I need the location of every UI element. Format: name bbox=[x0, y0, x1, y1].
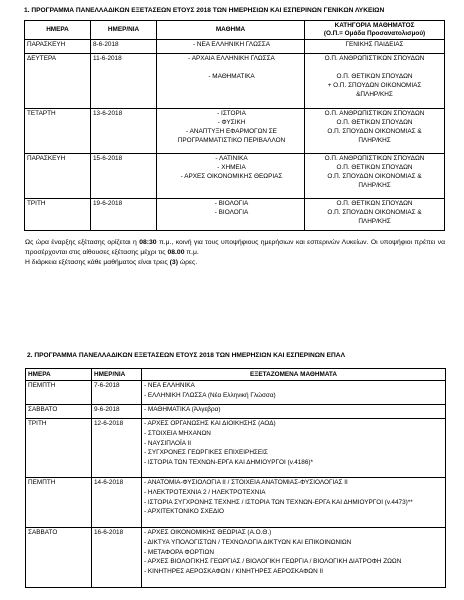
subject-line: - ΙΣΤΟΡΙΑ ΣΥΓΧΡΟΝΗΣ ΤΕΧΝΗΣ / ΙΣΤΟΡΙΑ ΤΩΝ ΤΕΧΝΩΝ-ΕΡΓΑ ΚΑΙ ΔΗΜΙΟΥΡΓΟΙ (v.4473)** bbox=[144, 498, 413, 506]
day-cell: ΣΑΒΒΑΤΟ bbox=[26, 528, 92, 588]
subject-line: - ΙΣΤΟΡΙΑ ΤΩΝ ΤΕΧΝΩΝ-ΕΡΓΑ ΚΑΙ ΔΗΜΙΟΥΡΓΟΙ (v.4186)* bbox=[144, 459, 314, 467]
subject-cell bbox=[157, 109, 305, 154]
table-row bbox=[26, 381, 446, 405]
category-cell bbox=[305, 199, 445, 231]
subject-line: - ΑΝΑΠΤΥΞΗ ΕΦΑΡΜΟΓΩΝ ΣΕ bbox=[186, 128, 277, 135]
header-day: ΗΜΕΡΑ bbox=[26, 369, 92, 381]
header-subjects: ΕΞΕΤΑΖΟΜΕΝΑ ΜΑΘΗΜΑΤΑ bbox=[142, 369, 446, 381]
category-line: &ΠΛΗΡ/ΚΗΣ bbox=[356, 91, 393, 98]
category-line: ΓΕΝΙΚΗΣ ΠΑΙΔΕΙΑΣ bbox=[345, 41, 404, 48]
subject-cell bbox=[157, 154, 305, 199]
category-cell bbox=[305, 40, 445, 54]
category-line: ΠΛΗΡ/ΚΗΣ bbox=[358, 218, 391, 225]
subject-line: - ΜΕΤΑΦΟΡΑ ΦΟΡΤΙΩΝ bbox=[144, 548, 214, 556]
subject-line: ΠΡΟΓΡΑΜΜΑΤΙΣΤΙΚΟ ΠΕΡΙΒΑΛΛΟΝ bbox=[177, 137, 286, 144]
date-cell: 15-6-2018 bbox=[91, 154, 157, 199]
subjects-cell bbox=[142, 419, 446, 478]
note-text: Η διάρκεια εξέτασης κάθε μαθήματος είναι τρεις bbox=[25, 259, 170, 266]
duration-note bbox=[25, 258, 445, 268]
subject-line: - ΑΡΧΕΣ ΟΙΚΟΝΟΜΙΚΗΣ ΘΕΩΡΙΑΣ (Α.Ο.Θ.) bbox=[144, 529, 272, 536]
day-cell: ΠΕΜΠΤΗ bbox=[26, 381, 92, 405]
subject-line: - ΣΥΓΧΡΟΝΕΣ ΓΕΩΡΓΙΚΕΣ ΕΠΙΧΕΙΡΗΣΕΙΣ bbox=[144, 449, 268, 457]
date-cell: 8-6-2018 bbox=[91, 40, 157, 54]
note-text: Ως ώρα έναρξης εξέτασης ορίζεται η bbox=[25, 239, 140, 246]
category-line-blank bbox=[307, 63, 442, 72]
day-cell: ΠΕΜΠΤΗ bbox=[26, 478, 92, 528]
date-cell: 12-6-2018 bbox=[92, 419, 142, 478]
category-cell bbox=[305, 54, 445, 109]
subject-line: - ΜΑΘΗΜΑΤΙΚΑ bbox=[208, 73, 255, 80]
category-line: Ο.Π. ΑΝΘΡΩΠΙΣΤΙΚΩΝ ΣΠΟΥΔΩΝ bbox=[324, 110, 425, 117]
header-date: ΗΜΕΡ/ΝΙΑ bbox=[91, 21, 157, 40]
day-cell: ΣΑΒΒΑΤΟ bbox=[26, 405, 92, 419]
subject-line: - ΑΝΑΤΟΜΙΑ-ΦΥΣΙΟΛΟΓΙΑ ΙΙ / ΣΤΟΙΧΕΙΑ ΑΝΑΤΟΜΙΑΣ-ΦΥΣΙΟΛΟΓΙΑΣ ΙΙ bbox=[144, 479, 348, 486]
date-cell: 11-6-2018 bbox=[91, 54, 157, 109]
table-row bbox=[26, 405, 446, 419]
table-row bbox=[25, 40, 445, 54]
category-line: Ο.Π. ΘΕΤΙΚΩΝ ΣΠΟΥΔΩΝ bbox=[336, 73, 413, 80]
subjects-cell bbox=[142, 478, 446, 528]
category-line: ΠΛΗΡ/ΚΗΣ bbox=[358, 137, 391, 144]
subject-line: - ΑΡΧΕΣ ΒΙΟΛΟΓΙΚΗΣ ΓΕΩΡΓΙΑΣ / ΒΙΟΛΟΓΙΚΗ ΓΕΩΡΓΙΑ / ΒΙΟΛΟΓΙΚΗ ΔΙΑΤΡΟΦΗ ΖΩΩΝ bbox=[144, 558, 402, 566]
day-cell: ΤΕΤΑΡΤΗ bbox=[25, 109, 91, 154]
date-cell: 16-6-2018 bbox=[92, 528, 142, 588]
subject-line-blank bbox=[161, 63, 302, 72]
category-line: Ο.Π. ΑΝΘΡΩΠΙΣΤΙΚΩΝ ΣΠΟΥΔΩΝ bbox=[324, 55, 425, 62]
note-text: π.μ. bbox=[184, 249, 199, 256]
subject-line: - ΒΙΟΛΟΓΙΑ bbox=[214, 209, 249, 216]
category-cell bbox=[305, 109, 445, 154]
category-line: ΠΛΗΡ/ΚΗΣ bbox=[358, 182, 391, 189]
category-line: Ο.Π. ΣΠΟΥΔΩΝ ΟΙΚΟΝΟΜΙΑΣ & bbox=[327, 173, 422, 180]
day-cell: ΔΕΥΤΕΡΑ bbox=[25, 54, 91, 109]
start-time-note bbox=[25, 238, 445, 258]
category-line: + Ο.Π. ΣΠΟΥΔΩΝ ΟΙΚΟΝΟΜΙΑΣ bbox=[327, 82, 422, 89]
header-date: ΗΜΕΡ/ΝΙΑ bbox=[92, 369, 142, 381]
subject-line: - ΝΕΑ ΕΛΛΗΝΙΚΑ bbox=[144, 382, 195, 389]
general-lyceum-schedule-table bbox=[24, 20, 445, 231]
category-line: Ο.Π. ΣΠΟΥΔΩΝ ΟΙΚΟΝΟΜΙΑΣ & bbox=[327, 128, 422, 135]
table-row bbox=[25, 199, 445, 231]
header-category bbox=[305, 21, 445, 40]
category-line: Ο.Π. ΑΝΘΡΩΠΙΣΤΙΚΩΝ ΣΠΟΥΔΩΝ bbox=[324, 155, 425, 162]
subject-line: - ΙΣΤΟΡΙΑ bbox=[217, 110, 246, 117]
subject-cell bbox=[157, 54, 305, 109]
duration-number: (3) bbox=[169, 259, 178, 266]
subject-line: - ΑΡΧΑΙΑ ΕΛΛΗΝΙΚΗ ΓΛΩΣΣΑ bbox=[188, 55, 275, 62]
section2-title: 2. ΠΡΟΓΡΑΜΜΑ ΠΑΝΕΛΛΑΔΙΚΩΝ ΕΞΕΤΑΣΕΩΝ ΕΤΟΥΣ 2018 ΤΩΝ ΗΜΕΡΗΣΙΩΝ ΚΑΙ ΕΣΠΕΡΙΝΩΝ ΕΠΑΛ bbox=[27, 352, 345, 359]
subjects-cell bbox=[142, 381, 446, 405]
day-cell: ΤΡΙΤΗ bbox=[26, 419, 92, 478]
subject-line: - ΝΑΥΣΙΠΛΟΪΑ ΙΙ bbox=[144, 439, 192, 447]
note-text: π.μ., κοινή για τους υποψήφιους ημερήσιων και εσπερινών Λυκείων. Οι υποψήφιοι πρέπει να προσέρχονται στις αίθουσες εξέτασης μέχρι τις bbox=[25, 239, 446, 256]
note-text: ώρες. bbox=[177, 259, 198, 266]
table-row bbox=[25, 54, 445, 109]
subject-line: - ΣΤΟΙΧΕΙΑ ΜΗΧΑΝΩΝ bbox=[144, 429, 211, 437]
day-cell: ΠΑΡΑΣΚΕΥΗ bbox=[25, 154, 91, 199]
subject-line: - ΔΙΚΤΥΑ ΥΠΟΛΟΓΙΣΤΩΝ / ΤΕΧΝΟΛΟΓΙΑ ΔΙΚΤΥΩΝ ΚΑΙ ΕΠΙΚΟΙΝΩΝΙΩΝ bbox=[144, 538, 352, 546]
table-row bbox=[25, 154, 445, 199]
category-line: Ο.Π. ΘΕΤΙΚΩΝ ΣΠΟΥΔΩΝ bbox=[336, 200, 413, 207]
subject-line: - ΝΕΑ ΕΛΛΗΝΙΚΗ ΓΛΩΣΣΑ bbox=[192, 41, 271, 48]
exam-notes bbox=[25, 238, 445, 268]
table-row bbox=[26, 419, 446, 478]
arrival-time: 08.00 bbox=[167, 249, 185, 256]
epal-schedule-table bbox=[25, 368, 446, 588]
header-category-line2: (Ο.Π.= Ομάδα Προσανατολισμού) bbox=[323, 30, 426, 37]
date-cell: 7-6-2018 bbox=[92, 381, 142, 405]
date-cell: 13-6-2018 bbox=[91, 109, 157, 154]
subject-cell bbox=[157, 40, 305, 54]
header-day: ΗΜΕΡΑ bbox=[25, 21, 91, 40]
table-row bbox=[26, 478, 446, 528]
subject-line: - ΑΡΧΕΣ ΟΡΓΑΝΩΣΗΣ ΚΑΙ ΔΙΟΙΚΗΣΗΣ (ΑΟΔ) bbox=[144, 420, 276, 427]
subjects-cell bbox=[142, 528, 446, 588]
table-row bbox=[25, 109, 445, 154]
subject-line: - ΗΛΕΚΤΡΟΤΕΧΝΙΑ 2 / ΗΛΕΚΤΡΟΤΕΧΝΙΑ bbox=[144, 488, 266, 496]
subject-line: - ΕΛΛΗΝΙΚΗ ΓΛΩΣΣΑ (Νέα Ελληνική Γλώσσα) bbox=[144, 391, 276, 399]
subjects-cell bbox=[142, 405, 446, 419]
header-category-line1: ΚΑΤΗΓΟΡΙΑ ΜΑΘΗΜΑΤΟΣ bbox=[334, 22, 415, 29]
date-cell: 9-6-2018 bbox=[92, 405, 142, 419]
table-row bbox=[26, 528, 446, 588]
subject-line: - ΑΡΧΙΤΕΚΤΟΝΙΚΟ ΣΧΕΔΙΟ bbox=[144, 508, 224, 516]
subject-line: - ΚΙΝΗΤΗΡΕΣ ΑΕΡΟΣΚΑΦΩΝ / ΚΙΝΗΤΗΡΕΣ ΑΕΡΟΣΚΑΦΩΝ ΙΙ bbox=[144, 568, 324, 576]
subject-line: - ΧΗΜΕΙΑ bbox=[217, 164, 246, 171]
date-cell: 19-6-2018 bbox=[91, 199, 157, 231]
subject-line: - ΛΑΤΙΝΙΚΑ bbox=[215, 155, 248, 162]
subject-line: - ΦΥΣΙΚΗ bbox=[217, 119, 246, 126]
subject-cell bbox=[157, 199, 305, 231]
category-line: Ο.Π. ΣΠΟΥΔΩΝ ΟΙΚΟΝΟΜΙΑΣ & bbox=[327, 209, 422, 216]
day-cell: ΤΡΙΤΗ bbox=[25, 199, 91, 231]
category-line: Ο.Π. ΘΕΤΙΚΩΝ ΣΠΟΥΔΩΝ bbox=[336, 119, 413, 126]
start-time: 08:30 bbox=[139, 239, 157, 246]
subject-line: - ΜΑΘΗΜΑΤΙΚΑ (Άλγεβρα) bbox=[144, 406, 221, 413]
subject-line: - ΒΙΟΛΟΓΙΑ bbox=[214, 200, 249, 207]
category-cell bbox=[305, 154, 445, 199]
subject-line: - ΑΡΧΕΣ ΟΙΚΟΝΟΜΙΚΗΣ ΘΕΩΡΙΑΣ bbox=[180, 173, 283, 180]
section1-title: 1. ΠΡΟΓΡΑΜΜΑ ΠΑΝΕΛΛΑΔΙΚΩΝ ΕΞΕΤΑΣΕΩΝ ΕΤΟΥΣ 2018 ΤΩΝ ΗΜΕΡΗΣΙΩΝ ΚΑΙ ΕΣΠΕΡΙΝΩΝ ΓΕΝΙΚΩΝ ΛΥΚΕΙΩΝ bbox=[24, 7, 385, 14]
date-cell: 14-6-2018 bbox=[92, 478, 142, 528]
day-cell: ΠΑΡΑΣΚΕΥΗ bbox=[25, 40, 91, 54]
header-subject: ΜΑΘΗΜΑ bbox=[157, 21, 305, 40]
category-line: Ο.Π. ΘΕΤΙΚΩΝ ΣΠΟΥΔΩΝ bbox=[336, 164, 413, 171]
